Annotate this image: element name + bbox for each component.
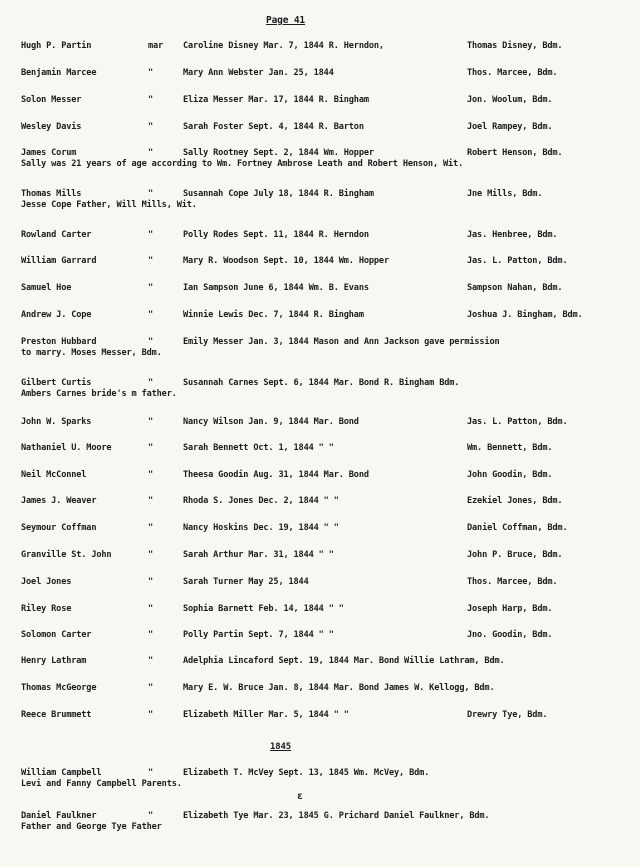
marriage-entry [0, 470, 640, 482]
marriage-entry [0, 122, 640, 134]
marriage-mark: " [148, 811, 154, 821]
groom-name: Joel Jones [21, 577, 72, 587]
marriage-entry [0, 189, 640, 210]
bondsman: John P. Bruce, Bdm. [467, 550, 563, 560]
entry-note: Father and George Tye Father [21, 822, 162, 832]
marriage-entry [0, 310, 640, 322]
bride-and-date: Sarah Bennett Oct. 1, 1844 " " [183, 443, 334, 453]
groom-name: William Garrard [21, 256, 97, 266]
bondsman: Joel Rampey, Bdm. [467, 122, 553, 132]
bondsman: Jas. L. Patton, Bdm. [467, 417, 568, 427]
marriage-mark: " [148, 683, 154, 693]
bondsman: John Goodin, Bdm. [467, 470, 553, 480]
groom-name: Benjamin Marcee [21, 68, 97, 78]
groom-name: James Corum [21, 148, 77, 158]
marriage-entry [0, 550, 640, 562]
bride-and-date: Eliza Messer Mar. 17, 1844 R. Bingham [183, 95, 369, 105]
groom-name: Nathaniel U. Moore [21, 443, 112, 453]
marriage-mark: " [148, 710, 154, 720]
groom-name: John W. Sparks [21, 417, 92, 427]
page-title: Page 41 [266, 15, 305, 26]
marriage-mark: " [148, 378, 154, 388]
bride-and-date: Caroline Disney Mar. 7, 1844 R. Herndon, [183, 41, 384, 51]
bride-and-date: Ian Sampson June 6, 1844 Wm. B. Evans [183, 283, 369, 293]
marriage-mark: mar [148, 41, 164, 51]
bride-and-date: Sarah Arthur Mar. 31, 1844 " " [183, 550, 334, 560]
entry-note: to marry. Moses Messer, Bdm. [21, 348, 162, 358]
marriage-mark: " [148, 189, 154, 199]
entry-note: Sally was 21 years of age according to Wm. Fortney Ambrose Leath and Robert Henson, Wit. [21, 159, 464, 169]
marriage-entry [0, 95, 640, 107]
groom-name: Solomon Carter [21, 630, 92, 640]
marriage-entry [0, 577, 640, 589]
entry-note: Ambers Carnes bride's m father. [21, 389, 177, 399]
groom-name: Daniel Faulkner [21, 811, 97, 821]
bride-and-date: Mary E. W. Bruce Jan. 8, 1844 Mar. Bond James W. Kellogg, Bdm. [183, 683, 495, 693]
bride-and-date: Polly Partin Sept. 7, 1844 " " [183, 630, 334, 640]
bondsman: Jon. Woolum, Bdm. [467, 95, 553, 105]
marriage-mark: " [148, 337, 154, 347]
marriage-mark: " [148, 256, 154, 266]
marriage-entry [0, 41, 640, 53]
bride-and-date: Sophia Barnett Feb. 14, 1844 " " [183, 604, 344, 614]
marriage-mark: " [148, 283, 154, 293]
bondsman: Robert Henson, Bdm. [467, 148, 563, 158]
year-heading-1845: 1845 [270, 742, 292, 752]
bride-and-date: Nancy Hoskins Dec. 19, 1844 " " [183, 523, 339, 533]
groom-name: Gilbert Curtis [21, 378, 92, 388]
groom-name: Thomas Mills [21, 189, 82, 199]
marriage-entry [0, 604, 640, 616]
marriage-entry [0, 378, 640, 399]
groom-name: Hugh P. Partin [21, 41, 92, 51]
bride-and-date: Emily Messer Jan. 3, 1844 Mason and Ann Jackson gave permission [183, 337, 500, 347]
groom-name: Samuel Hoe [21, 283, 72, 293]
bondsman: Ezekiel Jones, Bdm. [467, 496, 563, 506]
marriage-entry [0, 283, 640, 295]
marriage-mark: " [148, 604, 154, 614]
bride-and-date: Susannah Carnes Sept. 6, 1844 Mar. Bond R. Bingham Bdm. [183, 378, 460, 388]
marriage-mark: " [148, 523, 154, 533]
bondsman: Jne Mills, Bdm. [467, 189, 543, 199]
bondsman: Thomas Disney, Bdm. [467, 41, 563, 51]
bride-and-date: Rhoda S. Jones Dec. 2, 1844 " " [183, 496, 339, 506]
marriage-entry [0, 148, 640, 169]
marriage-mark: " [148, 550, 154, 560]
bondsman: Joshua J. Bingham, Bdm. [467, 310, 583, 320]
marriage-mark: " [148, 630, 154, 640]
marriage-entry [0, 417, 640, 429]
bride-and-date: Elizabeth T. McVey Sept. 13, 1845 Wm. McVey, Bdm. [183, 768, 430, 778]
bride-and-date: Theesa Goodin Aug. 31, 1844 Mar. Bond [183, 470, 369, 480]
marriage-entry [0, 256, 640, 268]
bondsman: Drewry Tye, Bdm. [467, 710, 548, 720]
bondsman: Thos. Marcee, Bdm. [467, 68, 558, 78]
marriage-entry [0, 768, 640, 789]
groom-name: Wesley Davis [21, 122, 82, 132]
marriage-mark: " [148, 768, 154, 778]
marriage-entry [0, 496, 640, 508]
marriage-mark: " [148, 443, 154, 453]
groom-name: Neil McConnel [21, 470, 87, 480]
bondsman: Thos. Marcee, Bdm. [467, 577, 558, 587]
marriage-entry [0, 811, 640, 832]
entry-note: Levi and Fanny Campbell Parents. [21, 779, 182, 789]
bride-and-date: Nancy Wilson Jan. 9, 1844 Mar. Bond [183, 417, 359, 427]
bondsman: Jno. Goodin, Bdm. [467, 630, 553, 640]
bride-and-date: Winnie Lewis Dec. 7, 1844 R. Bingham [183, 310, 364, 320]
bondsman: Jas. Henbree, Bdm. [467, 230, 558, 240]
bondsman: Daniel Coffman, Bdm. [467, 523, 568, 533]
marriage-entry [0, 630, 640, 642]
groom-name: Thomas McGeorge [21, 683, 97, 693]
marriage-mark: " [148, 68, 154, 78]
bondsman: Joseph Harp, Bdm. [467, 604, 553, 614]
marriage-entry [0, 230, 640, 242]
groom-name: Henry Lathram [21, 656, 87, 666]
bride-and-date: Sarah Foster Sept. 4, 1844 R. Barton [183, 122, 364, 132]
marriage-mark: " [148, 577, 154, 587]
stray-mark: ɛ [297, 791, 303, 802]
marriage-entry [0, 656, 640, 668]
bride-and-date: Polly Rodes Sept. 11, 1844 R. Herndon [183, 230, 369, 240]
groom-name: Reece Brummett [21, 710, 92, 720]
groom-name: William Campbell [21, 768, 102, 778]
bride-and-date: Mary R. Woodson Sept. 10, 1844 Wm. Hopper [183, 256, 389, 266]
groom-name: James J. Weaver [21, 496, 97, 506]
bride-and-date: Elizabeth Tye Mar. 23, 1845 G. Prichard Daniel Faulkner, Bdm. [183, 811, 490, 821]
bondsman: Wm. Bennett, Bdm. [467, 443, 553, 453]
groom-name: Riley Rose [21, 604, 72, 614]
marriage-entry [0, 683, 640, 695]
marriage-mark: " [148, 417, 154, 427]
marriage-mark: " [148, 496, 154, 506]
marriage-mark: " [148, 310, 154, 320]
bride-and-date: Susannah Cope July 18, 1844 R. Bingham [183, 189, 374, 199]
bride-and-date: Sarah Turner May 25, 1844 [183, 577, 309, 587]
marriage-mark: " [148, 470, 154, 480]
marriage-mark: " [148, 95, 154, 105]
groom-name: Rowland Carter [21, 230, 92, 240]
groom-name: Andrew J. Cope [21, 310, 92, 320]
groom-name: Seymour Coffman [21, 523, 97, 533]
marriage-entry [0, 68, 640, 80]
bride-and-date: Adelphia Lincaford Sept. 19, 1844 Mar. Bond Willie Lathram, Bdm. [183, 656, 505, 666]
marriage-mark: " [148, 122, 154, 132]
groom-name: Solon Messer [21, 95, 82, 105]
bride-and-date: Mary Ann Webster Jan. 25, 1844 [183, 68, 334, 78]
marriage-entry [0, 523, 640, 535]
marriage-entry [0, 710, 640, 722]
groom-name: Granville St. John [21, 550, 112, 560]
entry-note: Jesse Cope Father, Will Mills, Wit. [21, 200, 197, 210]
marriage-mark: " [148, 230, 154, 240]
marriage-entry [0, 443, 640, 455]
marriage-mark: " [148, 656, 154, 666]
groom-name: Preston Hubbard [21, 337, 97, 347]
bride-and-date: Elizabeth Miller Mar. 5, 1844 " " [183, 710, 349, 720]
bride-and-date: Sally Rootney Sept. 2, 1844 Wm. Hopper [183, 148, 374, 158]
bondsman: Sampson Nahan, Bdm. [467, 283, 563, 293]
marriage-entry [0, 337, 640, 358]
marriage-mark: " [148, 148, 154, 158]
bondsman: Jas. L. Patton, Bdm. [467, 256, 568, 266]
